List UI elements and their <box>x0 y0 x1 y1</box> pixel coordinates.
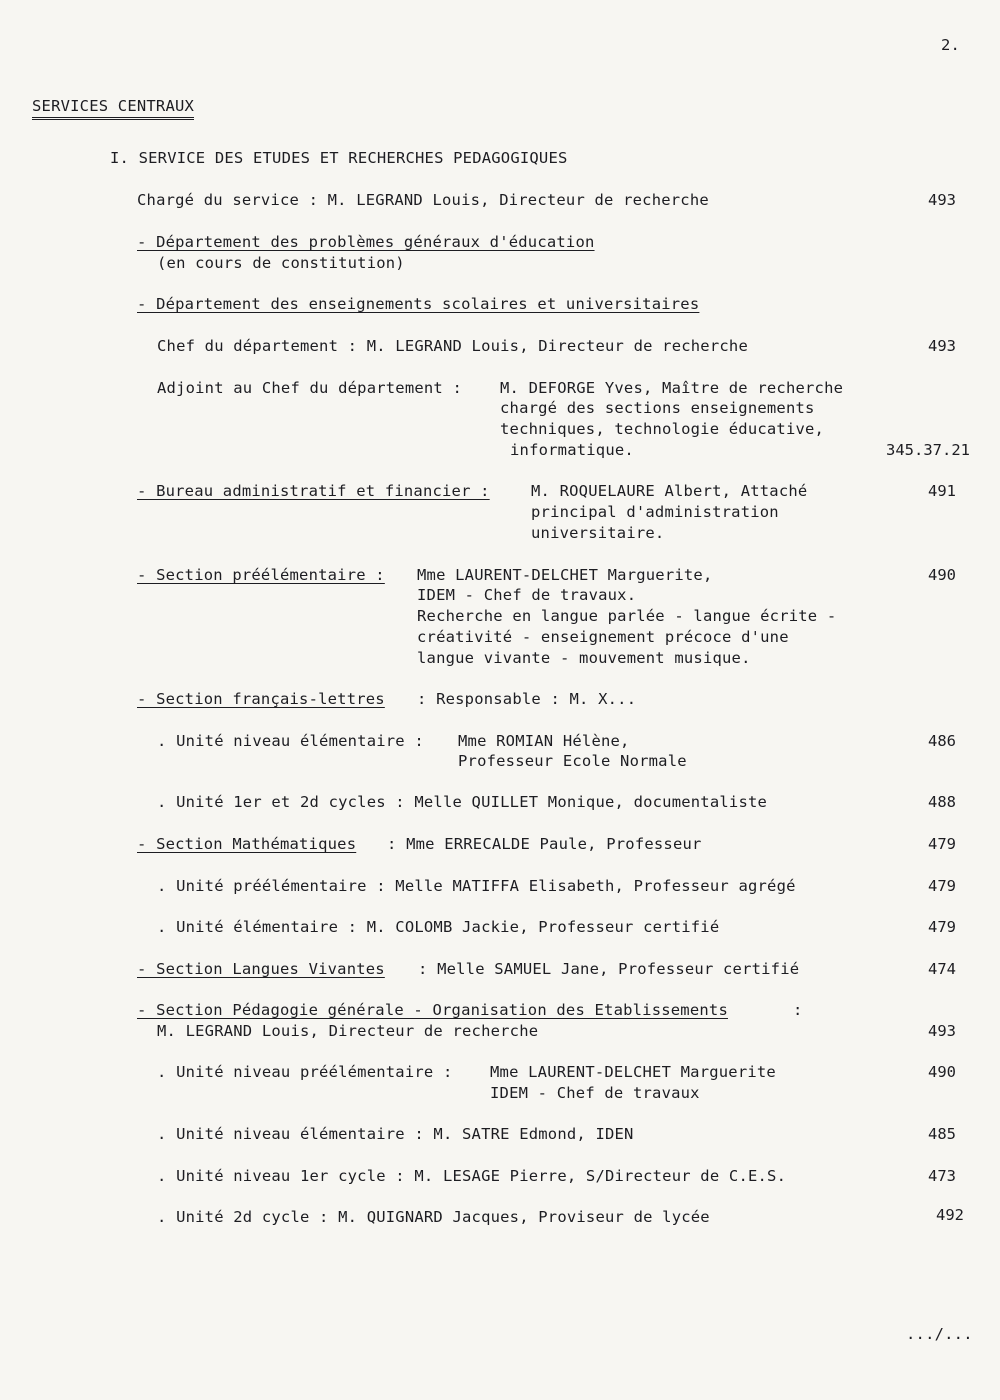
phone-extension: 490 <box>928 1063 956 1081</box>
unit-entry: . Unité élémentaire : M. COLOMB Jackie, Professeur certifié <box>157 918 720 936</box>
adjoint-line: techniques, technologie éducative, <box>500 420 825 438</box>
phone-extension: 479 <box>928 835 956 853</box>
unit-label: . Unité niveau élémentaire : <box>157 732 424 750</box>
phone-extension: 486 <box>928 732 956 750</box>
pedagogie-responsable: M. LEGRAND Louis, Directeur de recherche <box>157 1022 539 1040</box>
bureau-label-text: - Bureau administratif et financier : <box>137 482 490 500</box>
phone-extension: 485 <box>928 1125 956 1143</box>
phone-extension: 493 <box>928 1022 956 1040</box>
prelem-line: langue vivante - mouvement musique. <box>417 649 751 667</box>
phone-extension: 492 <box>936 1206 964 1224</box>
page-number: 2. <box>941 36 961 54</box>
phone-extension: 473 <box>928 1167 956 1185</box>
pedagogie-colon: : <box>793 1001 803 1019</box>
unit-entry: . Unité niveau 1er cycle : M. LESAGE Pierre, S/Directeur de C.E.S. <box>157 1167 787 1185</box>
charge-du-service: Chargé du service : M. LEGRAND Louis, Directeur de recherche <box>137 191 709 209</box>
prelem-line: IDEM - Chef de travaux. <box>417 586 637 604</box>
unit-line: Mme LAURENT-DELCHET Marguerite <box>490 1063 776 1081</box>
langues-responsable: : Melle SAMUEL Jane, Professeur certifié <box>418 960 800 978</box>
phone-number: 345.37.21 <box>886 441 970 459</box>
francais-responsable: : Responsable : M. X... <box>417 690 637 708</box>
department-general-problems: - Département des problèmes généraux d'éducation <box>137 233 595 251</box>
unit-entry: . Unité 2d cycle : M. QUIGNARD Jacques, Proviseur de lycée <box>157 1208 710 1226</box>
maths-responsable: : Mme ERRECALDE Paule, Professeur <box>387 835 702 853</box>
unit-entry: . Unité 1er et 2d cycles : Melle QUILLET Monique, documentaliste <box>157 793 768 811</box>
adjoint-line: informatique. <box>510 441 634 459</box>
section-langues-vivantes: - Section Langues Vivantes <box>137 960 385 978</box>
section-mathematiques: - Section Mathématiques <box>137 835 357 853</box>
unit-entry: . Unité niveau élémentaire : M. SATRE Edmond, IDEN <box>157 1125 634 1143</box>
continuation-mark: .../... <box>906 1325 973 1343</box>
chef-du-departement: Chef du département : M. LEGRAND Louis, Directeur de recherche <box>157 337 748 355</box>
department-scolaires: - Département des enseignements scolaires et universitaires <box>137 295 700 313</box>
section-title: I. SERVICE DES ETUDES ET RECHERCHES PEDAGOGIQUES <box>110 149 568 167</box>
phone-extension: 474 <box>928 960 956 978</box>
section-pedagogie-generale: - Section Pédagogie générale - Organisation des Etablissements <box>137 1001 728 1019</box>
section-preelementaire: - Section préélémentaire : <box>137 566 385 584</box>
bureau-line: principal d'administration <box>531 503 779 521</box>
unit-line: Mme ROMIAN Hélène, <box>458 732 630 750</box>
phone-extension: 479 <box>928 877 956 895</box>
adjoint-line: chargé des sections enseignements <box>500 399 815 417</box>
unit-line: Professeur Ecole Normale <box>458 752 687 770</box>
department-note: (en cours de constitution) <box>157 254 405 272</box>
prelem-line: Recherche en langue parlée - langue écrite - <box>417 607 837 625</box>
section-francais-lettres: - Section français-lettres <box>137 690 385 708</box>
page-heading: SERVICES CENTRAUX <box>32 96 194 120</box>
unit-line: IDEM - Chef de travaux <box>490 1084 700 1102</box>
phone-extension: 479 <box>928 918 956 936</box>
prelem-line: créativité - enseignement précoce d'une <box>417 628 789 646</box>
bureau-line: universitaire. <box>531 524 665 542</box>
bureau-line: M. ROQUELAURE Albert, Attaché <box>531 482 808 500</box>
phone-extension: 490 <box>928 566 956 584</box>
phone-extension: 491 <box>928 482 956 500</box>
phone-extension: 488 <box>928 793 956 811</box>
prelem-line: Mme LAURENT-DELCHET Marguerite, <box>417 566 713 584</box>
unit-label: . Unité niveau préélémentaire : <box>157 1063 453 1081</box>
bureau-label <box>137 481 490 501</box>
unit-entry: . Unité préélémentaire : Melle MATIFFA Elisabeth, Professeur agrégé <box>157 877 796 895</box>
phone-extension: 493 <box>928 337 956 355</box>
phone-extension: 493 <box>928 191 956 209</box>
adjoint-label: Adjoint au Chef du département : <box>157 379 463 397</box>
adjoint-line: M. DEFORGE Yves, Maître de recherche <box>500 379 844 397</box>
